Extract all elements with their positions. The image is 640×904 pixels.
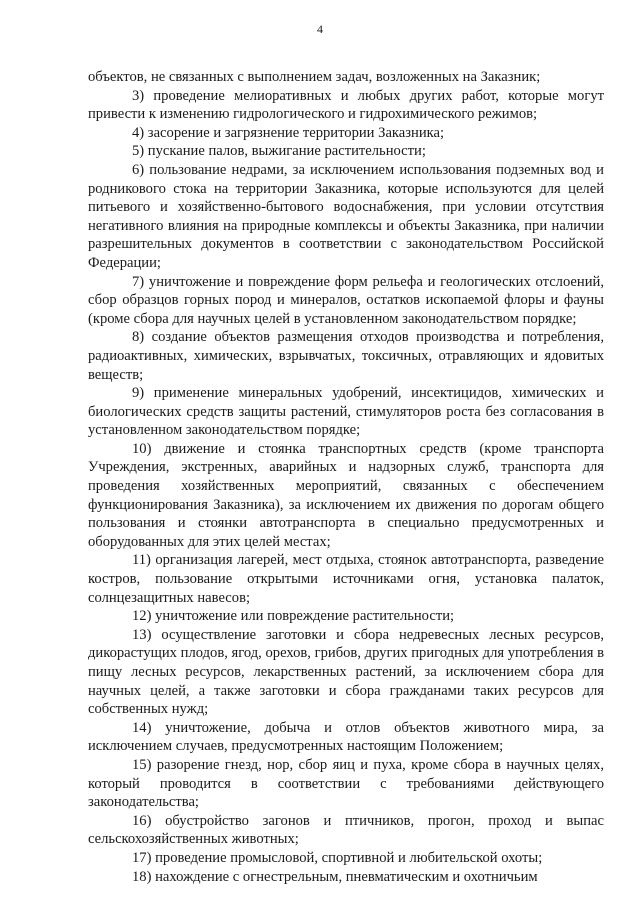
- list-item-13: 13) осуществление заготовки и сбора недревесных лесных ресурсов, дикорастущих плодов, ягод, орехов, грибов, других пригодных для употребления в пищу лесных ресурсов, лекарственных растений, за исключением сбора для научных целей, а также заготовки и сбора гражданами таких ресурсов для собственных нужд;: [88, 626, 604, 718]
- list-item-6: 6) пользование недрами, за исключением использования подземных вод и родникового стока на территории Заказника, которые используются для целей питьевого и хозяйственно-бытового водоснабжения, при условии отсутствия негативного влияния на природные комплексы и объекты Заказника, при наличии разрешительных документов в соответствии с законодательством Российской Федерации;: [88, 161, 604, 271]
- list-item-3: 3) проведение мелиоративных и любых других работ, которые могут привести к изменению гидрологического и гидрохимического режимов;: [88, 87, 604, 123]
- list-item-8: 8) создание объектов размещения отходов производства и потребления, радиоактивных, химических, взрывчатых, токсичных, отравляющих и ядовитых веществ;: [88, 329, 604, 383]
- list-item-9: 9) применение минеральных удобрений, инсектицидов, химических и биологических средств защиты растений, стимуляторов роста без согласования в установленном законодательством порядке;: [88, 385, 604, 439]
- list-item-17: 17) проведение промысловой, спортивной и любительской охоты;: [132, 849, 543, 866]
- list-item-15: 15) разорение гнезд, нор, сбор яиц и пуха, кроме сбора в научных целях, который проводится в соответствии с требованиями действующего законодательства;: [88, 756, 604, 811]
- list-item-18: 18) нахождение с огнестрельным, пневматическим и охотничьим: [132, 868, 538, 885]
- list-item-4: 4) засорение и загрязнение территории Заказника;: [132, 124, 445, 141]
- paragraph-continuation: объектов, не связанных с выполнением задач, возложенных на Заказник;: [88, 69, 541, 85]
- document-body: [88, 68, 604, 886]
- list-item-5: 5) пускание палов, выжигание растительности;: [132, 143, 426, 160]
- list-item-11: 11) организация лагерей, мест отдыха, стоянок автотранспорта, разведение костров, пользование открытыми источниками огня, установка палаток, солнцезащитных навесов;: [88, 552, 604, 606]
- list-item-14: 14) уничтожение, добыча и отлов объектов животного мира, за исключением случаев, предусмотренных настоящим Положением;: [88, 719, 604, 755]
- list-item-16: 16) обустройство загонов и птичников, прогон, проход и выпас сельскохозяйственных животных;: [88, 812, 604, 848]
- list-item-10: 10) движение и стоянка транспортных средств (кроме транспорта Учреждения, экстренных, аварийных и надзорных служб, транспорта для проведения хозяйственных мероприятий, связанных с обеспечением функционирования Заказника), за исключением их движения по дорогам общего пользования и стоянки автотранспорта в специально предусмотренных и оборудованных для этих целей местах;: [88, 440, 604, 550]
- list-item-7: 7) уничтожение и повреждение форм рельефа и геологических отслоений, сбор образцов горных пород и минералов, остатков ископаемой флоры и фауны (кроме сбора для научных целей в установленном законодательством порядке;: [88, 273, 604, 327]
- list-item-12: 12) уничтожение или повреждение растительности;: [132, 608, 455, 625]
- page-number: 4: [317, 22, 323, 36]
